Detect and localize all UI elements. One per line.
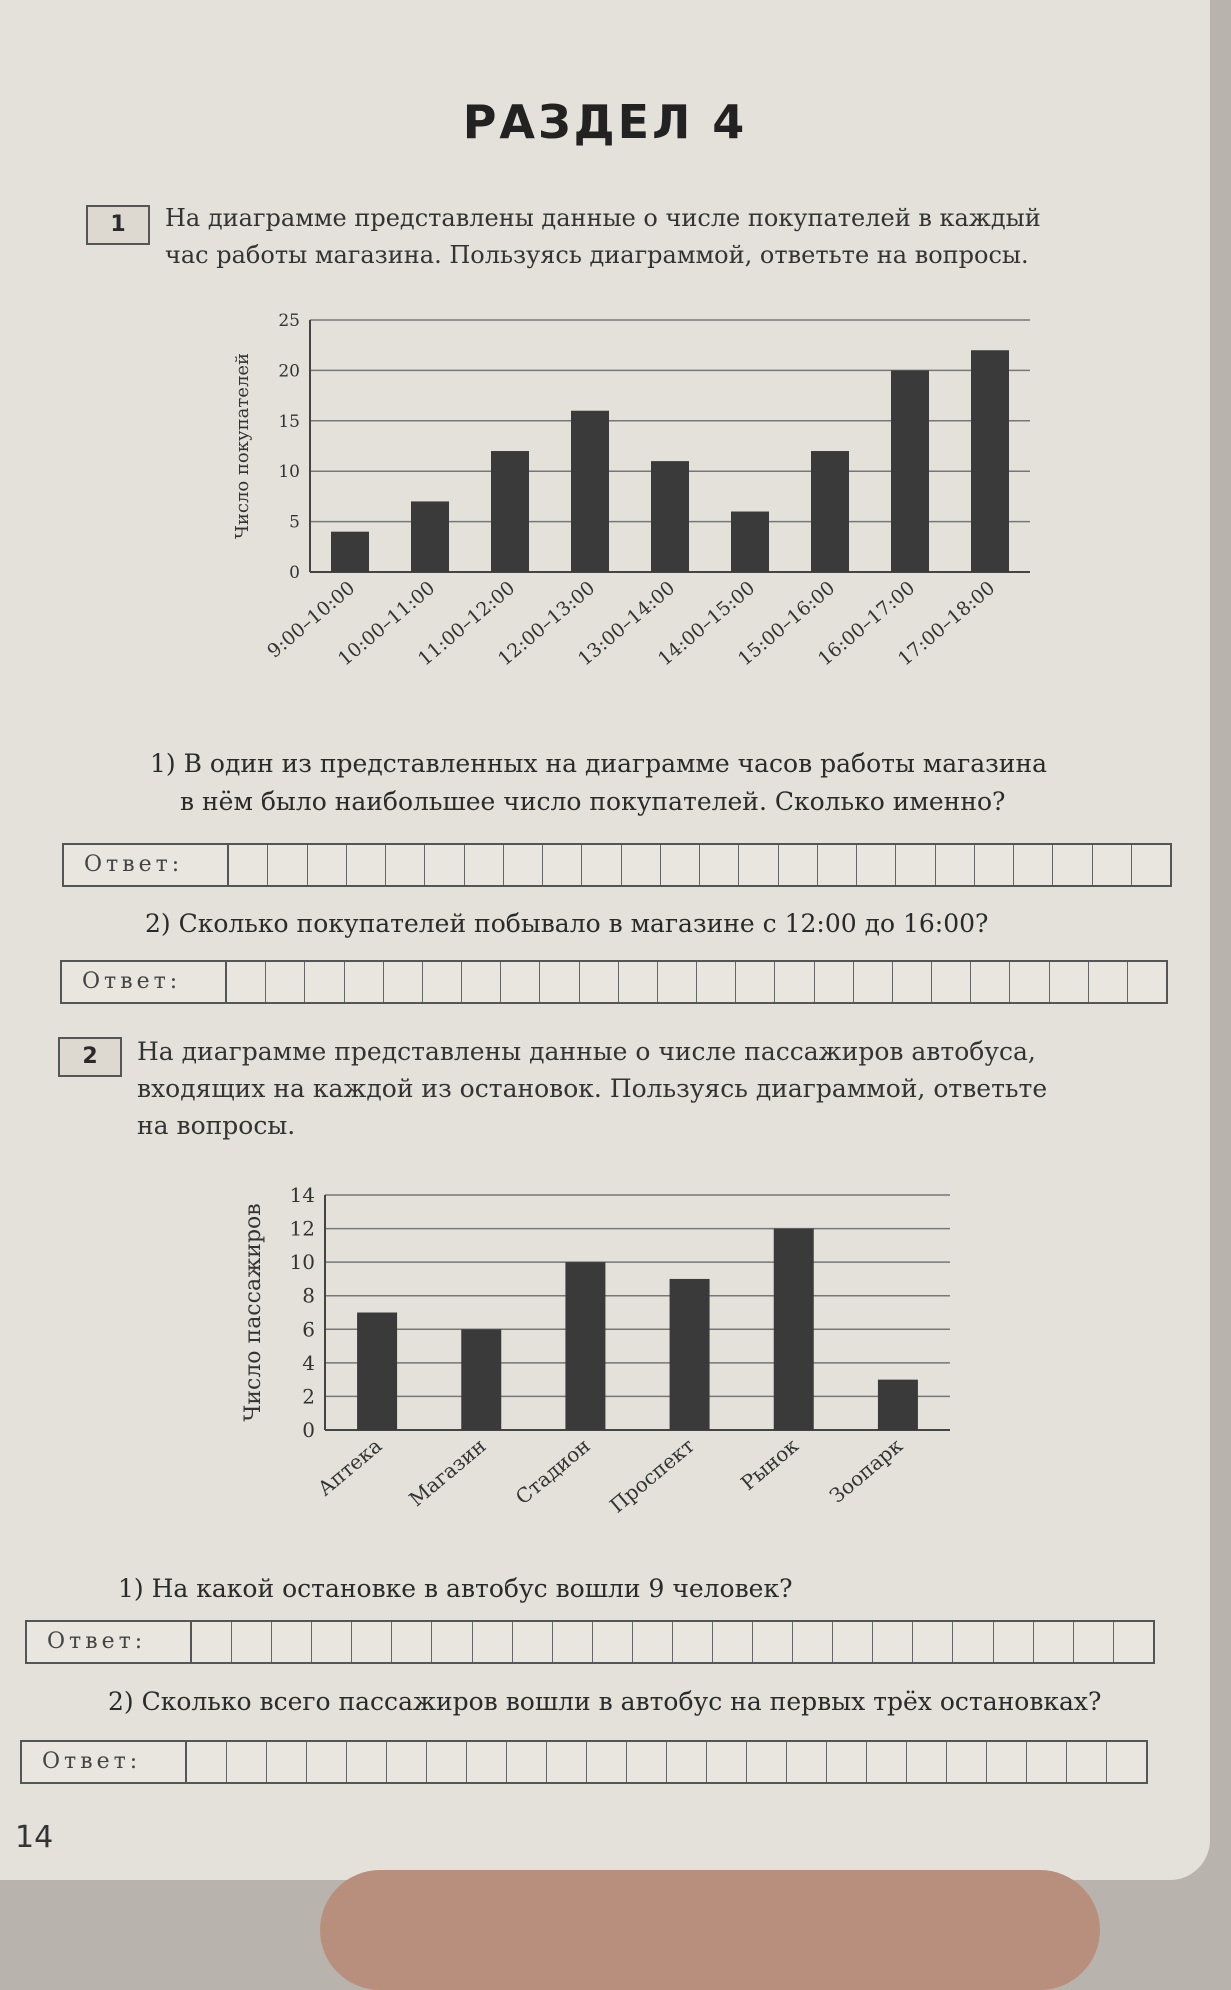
answer-cell[interactable]	[232, 1622, 272, 1662]
answer-cell[interactable]	[971, 962, 1010, 1002]
answer-cell[interactable]	[1027, 1742, 1067, 1782]
y-tick-label: 5	[289, 512, 300, 533]
y-tick-label: 10	[289, 1250, 315, 1275]
bar	[411, 501, 449, 572]
answer-cell[interactable]	[627, 1742, 667, 1782]
bar	[891, 370, 929, 572]
y-axis-label: Число покупателей	[232, 352, 253, 540]
answer-cell[interactable]	[697, 962, 736, 1002]
bar	[811, 451, 849, 572]
answer-cell[interactable]	[787, 1742, 827, 1782]
answer-cell[interactable]	[1053, 845, 1092, 885]
y-tick-label: 0	[302, 1418, 315, 1442]
answer-cell[interactable]	[580, 962, 619, 1002]
answer-cell[interactable]	[1014, 845, 1053, 885]
answer-cell[interactable]	[775, 962, 814, 1002]
answer-cell[interactable]	[867, 1742, 907, 1782]
x-tick-label: 17:00–18:00	[893, 576, 1000, 671]
x-tick-label: Рынок	[736, 1433, 803, 1496]
answer-cell[interactable]	[779, 845, 818, 885]
answer-cell[interactable]	[507, 1742, 547, 1782]
answer-cell[interactable]	[467, 1742, 507, 1782]
y-tick-label: 2	[302, 1384, 315, 1409]
x-tick-label: 11:00–12:00	[413, 576, 520, 671]
answer-cell[interactable]	[540, 962, 579, 1002]
task-2-text-line: На диаграмме представлены данные о числе пассажиров автобуса,	[137, 1037, 1036, 1066]
answer-cell[interactable]	[707, 1742, 747, 1782]
y-tick-label: 6	[302, 1317, 315, 1342]
bar	[331, 532, 369, 572]
x-tick-label: Аптека	[312, 1433, 387, 1501]
y-tick-label: 0	[289, 562, 300, 583]
bar	[571, 411, 609, 572]
answer-cell[interactable]	[619, 962, 658, 1002]
task-1-number: 1	[86, 205, 150, 245]
task-1-question-1	[150, 745, 1047, 821]
bar	[670, 1279, 710, 1430]
answer-cells[interactable]	[192, 1622, 1153, 1662]
y-tick-label: 25	[278, 310, 300, 331]
answer-cell[interactable]	[227, 962, 266, 1002]
chart-customers-per-hour	[200, 290, 1060, 730]
x-tick-label: 14:00–15:00	[653, 576, 760, 671]
answer-cell[interactable]	[392, 1622, 432, 1662]
bar	[651, 461, 689, 572]
answer-cell[interactable]	[975, 845, 1014, 885]
answer-cell[interactable]	[1107, 1742, 1146, 1782]
x-tick-label: 9:00–10:00	[263, 576, 360, 663]
y-tick-label: 8	[302, 1283, 315, 1308]
x-tick-label: Стадион	[510, 1433, 595, 1510]
y-axis-label: Число пассажиров	[241, 1203, 266, 1422]
answer-cell[interactable]	[462, 962, 501, 1002]
answer-cell[interactable]	[229, 845, 268, 885]
answer-cell[interactable]	[700, 845, 739, 885]
bar	[971, 350, 1009, 572]
task-1-text-line: час работы магазина. Пользуясь диаграммой, ответьте на вопросы.	[165, 241, 1029, 269]
answer-cell[interactable]	[953, 1622, 993, 1662]
task-2-text	[137, 1033, 1047, 1144]
answer-cell[interactable]	[857, 845, 896, 885]
answer-cell[interactable]	[736, 962, 775, 1002]
x-tick-label: 13:00–14:00	[573, 576, 680, 671]
answer-cell[interactable]	[739, 845, 778, 885]
answer-cell[interactable]	[593, 1622, 633, 1662]
answer-cell[interactable]	[818, 845, 857, 885]
answer-cell[interactable]	[347, 845, 386, 885]
bar	[774, 1229, 814, 1430]
y-tick-label: 12	[289, 1216, 315, 1241]
answer-cell[interactable]	[1093, 845, 1132, 885]
answer-label: Ответ:	[62, 962, 227, 1002]
answer-cell[interactable]	[896, 845, 935, 885]
answer-cell[interactable]	[987, 1742, 1027, 1782]
answer-cell[interactable]	[658, 962, 697, 1002]
answer-cell[interactable]	[827, 1742, 867, 1782]
page-number: 14	[15, 1820, 54, 1855]
answer-cell[interactable]	[1128, 962, 1166, 1002]
answer-cell[interactable]	[1089, 962, 1128, 1002]
answer-cell[interactable]	[307, 1742, 347, 1782]
answer-label: Ответ:	[27, 1622, 192, 1662]
x-tick-label: Проспект	[605, 1433, 699, 1518]
answer-cell[interactable]	[266, 962, 305, 1002]
answer-cell[interactable]	[543, 845, 582, 885]
answer-cell[interactable]	[547, 1742, 587, 1782]
question-line: 1) В один из представленных на диаграмме часов работы магазина	[150, 749, 1048, 778]
answer-cell[interactable]	[305, 962, 344, 1002]
answer-cell[interactable]	[673, 1622, 713, 1662]
bar	[461, 1329, 501, 1430]
answer-label: Ответ:	[64, 845, 229, 885]
question-line: в нём было наибольшее число покупателей. Сколько именно?	[180, 787, 1006, 816]
answer-cell[interactable]	[425, 845, 464, 885]
answer-cell[interactable]	[423, 962, 462, 1002]
answer-field-1-1[interactable]	[62, 843, 1172, 887]
answer-cell[interactable]	[465, 845, 504, 885]
answer-cell[interactable]	[947, 1742, 987, 1782]
task-1-question-2: 2) Сколько покупателей побывало в магазине с 12:00 до 16:00?	[145, 909, 989, 938]
answer-cell[interactable]	[713, 1622, 753, 1662]
answer-cell[interactable]	[386, 845, 425, 885]
answer-cell[interactable]	[667, 1742, 707, 1782]
task-2-question-1: 1) На какой остановке в автобус вошли 9 человек?	[118, 1574, 793, 1603]
answer-cell[interactable]	[308, 845, 347, 885]
y-tick-label: 20	[278, 361, 300, 382]
answer-cell[interactable]	[384, 962, 423, 1002]
answer-cell[interactable]	[661, 845, 700, 885]
answer-cells[interactable]	[227, 962, 1166, 1002]
answer-cell[interactable]	[1074, 1622, 1114, 1662]
answer-cell[interactable]	[873, 1622, 913, 1662]
answer-cell[interactable]	[587, 1742, 627, 1782]
task-2-text-line: на вопросы.	[137, 1111, 296, 1140]
answer-label: Ответ:	[22, 1742, 187, 1782]
task-2-question-2: 2) Сколько всего пассажиров вошли в автобус на первых трёх остановках?	[108, 1687, 1102, 1716]
answer-cell[interactable]	[994, 1622, 1034, 1662]
answer-cell[interactable]	[932, 962, 971, 1002]
answer-cell[interactable]	[793, 1622, 833, 1662]
answer-cell[interactable]	[312, 1622, 352, 1662]
answer-cell[interactable]	[501, 962, 540, 1002]
x-tick-label: 16:00–17:00	[813, 576, 920, 671]
answer-cells[interactable]	[187, 1742, 1146, 1782]
x-tick-label: 12:00–13:00	[493, 576, 600, 671]
task-1-text	[165, 200, 1041, 274]
y-tick-label: 4	[302, 1350, 315, 1375]
x-tick-label: 15:00–16:00	[733, 576, 840, 671]
answer-cell[interactable]	[907, 1742, 947, 1782]
y-tick-label: 10	[278, 462, 300, 483]
answer-cell[interactable]	[513, 1622, 553, 1662]
answer-cell[interactable]	[473, 1622, 513, 1662]
answer-cell[interactable]	[753, 1622, 793, 1662]
answer-cell[interactable]	[347, 1742, 387, 1782]
bar	[565, 1262, 605, 1430]
section-title: РАЗДЕЛ 4	[462, 95, 748, 149]
answer-cell[interactable]	[1114, 1622, 1153, 1662]
answer-field-2-1[interactable]	[25, 1620, 1155, 1664]
answer-cell[interactable]	[1050, 962, 1089, 1002]
x-tick-label: Зоопарк	[824, 1433, 908, 1508]
answer-cell[interactable]	[504, 845, 543, 885]
answer-field-2-2[interactable]	[20, 1740, 1148, 1784]
answer-cell[interactable]	[187, 1742, 227, 1782]
chart-passengers-per-stop	[240, 1175, 980, 1570]
answer-cell[interactable]	[582, 845, 621, 885]
answer-cell[interactable]	[272, 1622, 312, 1662]
answer-cell[interactable]	[854, 962, 893, 1002]
answer-cell[interactable]	[833, 1622, 873, 1662]
bar	[491, 451, 529, 572]
answer-cell[interactable]	[815, 962, 854, 1002]
answer-cell[interactable]	[893, 962, 932, 1002]
answer-cell[interactable]	[1067, 1742, 1107, 1782]
answer-cell[interactable]	[345, 962, 384, 1002]
thumb-image	[320, 1870, 1100, 1990]
answer-cell[interactable]	[1010, 962, 1049, 1002]
x-tick-label: Магазин	[404, 1433, 491, 1512]
answer-cell[interactable]	[936, 845, 975, 885]
answer-cell[interactable]	[622, 845, 661, 885]
answer-cell[interactable]	[352, 1622, 392, 1662]
answer-cell[interactable]	[1132, 845, 1170, 885]
bar	[731, 512, 769, 572]
answer-cell[interactable]	[427, 1742, 467, 1782]
answer-cell[interactable]	[553, 1622, 593, 1662]
task-2-text-line: входящих на каждой из остановок. Пользуясь диаграммой, ответьте	[137, 1074, 1048, 1103]
y-tick-label: 14	[289, 1183, 315, 1207]
answer-cell[interactable]	[192, 1622, 232, 1662]
bar	[357, 1313, 397, 1431]
task-1-text-line: На диаграмме представлены данные о числе покупателей в каждый	[165, 204, 1041, 232]
answer-cell[interactable]	[633, 1622, 673, 1662]
answer-cell[interactable]	[267, 1742, 307, 1782]
answer-cell[interactable]	[268, 845, 307, 885]
x-tick-label: 10:00–11:00	[333, 576, 440, 671]
answer-cell[interactable]	[432, 1622, 472, 1662]
answer-cell[interactable]	[387, 1742, 427, 1782]
answer-cell[interactable]	[1034, 1622, 1074, 1662]
answer-field-1-2[interactable]	[60, 960, 1168, 1004]
answer-cells[interactable]	[229, 845, 1170, 885]
answer-cell[interactable]	[747, 1742, 787, 1782]
task-2-number: 2	[58, 1037, 122, 1077]
bar	[878, 1380, 918, 1430]
answer-cell[interactable]	[913, 1622, 953, 1662]
y-tick-label: 15	[278, 411, 300, 432]
answer-cell[interactable]	[227, 1742, 267, 1782]
